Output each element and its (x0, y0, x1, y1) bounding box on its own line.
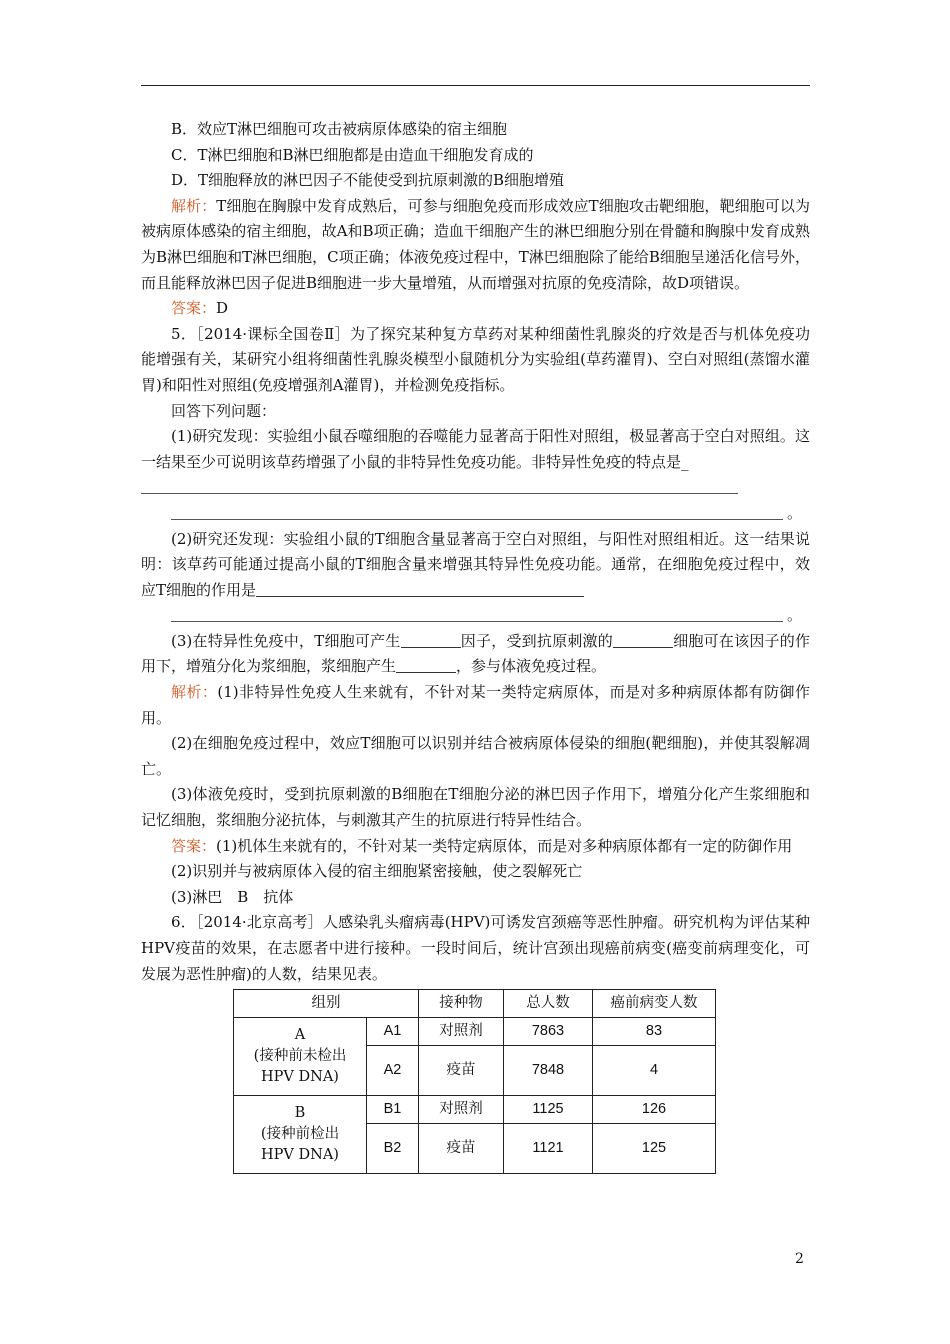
answer-blank[interactable] (401, 631, 461, 648)
group-cell (234, 1096, 367, 1174)
group-desc: HPV DNA) (261, 1069, 339, 1086)
q5-analysis-3: (3)体液免疫时，受到抗原刺激的B细胞在T细胞分泌的淋巴因子作用下，增殖分化产生浆细胞和记忆细胞，浆细胞分泌抗体，与刺激其产生的抗原进行特异性结合。 (141, 785, 810, 830)
answer-blank-line[interactable] (141, 501, 810, 527)
period: 。 (787, 606, 803, 625)
option-b: B．效应T淋巴细胞可攻击被病原体感染的宿主细胞 (171, 120, 508, 138)
q5-part2 (141, 527, 810, 604)
q5-part1 (141, 424, 810, 475)
q5-part3-text: 细胞可在该因子的作用下，增殖分化为浆细胞，浆细胞产生 (141, 631, 810, 676)
q5-answer-3: (3)淋巴 B 抗体 (171, 887, 294, 906)
subgroup-cell: B1 (367, 1096, 419, 1124)
option-d: D．T细胞释放的淋巴因子不能使受到抗原刺激的B细胞增殖 (171, 171, 565, 190)
total-cell: 7863 (504, 1018, 593, 1046)
group-name: A (294, 1027, 306, 1044)
group-cell (234, 1018, 367, 1096)
q5-stem: 5．［2014·课标全国卷Ⅱ］为了探究某种复方草药对某种细菌性乳腺炎的疗效是否与机体免疫功能增强有关，某研究小组将细菌性乳腺炎模型小鼠随机分为实验组(草药灌胃)、空白对照组(蒸馏水灌胃)和阳性对照组(免疫增强剂A灌胃)，并检测免疫指标。 (141, 324, 810, 394)
table-row (234, 1096, 716, 1124)
q4-answer-text: D (216, 299, 229, 318)
group-desc: (接种前未检出 (253, 1048, 347, 1065)
q5-part1-tail: _ (681, 452, 689, 471)
q5-prompt: 回答下列问题： (171, 401, 277, 420)
answer-blank[interactable] (396, 656, 456, 673)
table-header: 组别 (234, 990, 419, 1018)
q5-part1-text: (1)研究发现：实验组小鼠吞噬细胞的吞噬能力显著高于阳性对照组，极显著高于空白对照组。这一结果至少可说明该草药增强了小鼠的非特异性免疫功能。非特异性免疫的特点是 (141, 427, 810, 471)
answer-blank-line[interactable] (141, 603, 810, 629)
q5-analysis-1 (141, 680, 810, 731)
answer-blank[interactable] (613, 631, 673, 648)
header-rule (141, 85, 810, 86)
q5-analysis-2: (2)在细胞免疫过程中，效应T细胞可以识别并结合被病原体侵染的细胞(靶细胞)，并使其裂解凋亡。 (141, 734, 810, 778)
lesion-cell: 4 (593, 1046, 716, 1096)
subgroup-cell: A2 (367, 1046, 419, 1096)
q5-part2-text: (2)研究还发现：实验组小鼠的T细胞含量显著高于空白对照组，与阳性对照组相近。这一结果说明：该草药可能通过提高小鼠的T细胞含量来增强其特异性免疫功能。通常，在细胞免疫过程中，效应T细胞的作用是 (141, 529, 810, 599)
vaccine-cell: 疫苗 (419, 1046, 504, 1096)
q5-analysis-text: (1)非特异性免疫人生来就有，不针对某一类特定病原体，而是对多种病原体都有防御作用。 (141, 683, 810, 727)
q6-stem: 6．［2014·北京高考］人感染乳头瘤病毒(HPV)可诱发宫颈癌等恶性肿瘤。研究机构为评估某种HPV疫苗的效果，在志愿者中进行接种。一段时间后，统计宫颈出现癌前病变(癌变前病理变化，可发展为恶性肿瘤)的人数，结果见表。 (141, 913, 810, 983)
group-desc: (接种前检出 (260, 1126, 340, 1143)
page-content (141, 117, 810, 1174)
subgroup-cell: B2 (367, 1124, 419, 1174)
total-cell: 1121 (504, 1124, 593, 1174)
q5-answer-1 (141, 834, 810, 860)
results-table (233, 989, 716, 1174)
vaccine-cell: 对照剂 (419, 1096, 504, 1124)
analysis-label: 解析： (171, 683, 218, 702)
analysis-label: 解析： (171, 196, 217, 215)
table-header: 接种物 (419, 990, 504, 1018)
lesion-cell: 83 (593, 1018, 716, 1046)
table-header: 癌前病变人数 (593, 990, 716, 1018)
answer-label: 答案： (171, 299, 217, 318)
group-name: B (294, 1105, 306, 1122)
total-cell: 7848 (504, 1046, 593, 1096)
answer-blank-line[interactable] (141, 475, 810, 501)
lesion-cell: 126 (593, 1096, 716, 1124)
vaccine-cell: 疫苗 (419, 1124, 504, 1174)
q5-part3 (141, 629, 810, 680)
table-header: 总人数 (504, 990, 593, 1018)
option-c: C．T淋巴细胞和B淋巴细胞都是由造血干细胞发育成的 (171, 145, 534, 164)
q4-answer (141, 296, 810, 322)
lesion-cell: 125 (593, 1124, 716, 1174)
group-desc: HPV DNA) (261, 1147, 339, 1164)
q5-part3-text: (3)在特异性免疫中，T细胞可产生 (171, 631, 401, 650)
q5-part3-text: ，参与体液免疫过程。 (456, 657, 607, 676)
total-cell: 1125 (504, 1096, 593, 1124)
answer-label: 答案： (171, 836, 217, 855)
period: 。 (787, 503, 803, 522)
table-header-row (234, 990, 716, 1018)
q4-analysis (141, 194, 810, 296)
q5-answer-text: (1)机体生来就有的，不针对某一类特定病原体，而是对多种病原体都有一定的防御作用 (216, 836, 793, 855)
table-row (234, 1018, 716, 1046)
answer-blank[interactable] (256, 580, 584, 597)
page-number: 2 (795, 1251, 804, 1267)
q5-part3-text: 因子，受到抗原刺激的 (460, 631, 613, 650)
vaccine-cell: 对照剂 (419, 1018, 504, 1046)
subgroup-cell: A1 (367, 1018, 419, 1046)
q5-answer-2: (2)识别并与被病原体入侵的宿主细胞紧密接触，使之裂解死亡 (171, 862, 583, 881)
q4-analysis-text: T细胞在胸腺中发育成熟后，可参与细胞免疫而形成效应T细胞攻击靶细胞，靶细胞可以为被病原体感染的宿主细胞，故A和B项正确；造血干细胞产生的淋巴细胞分别在骨髓和胸腺中发育成熟为B淋巴细胞和T淋巴细胞，C项正确；体液免疫过程中，T淋巴细胞除了能给B细胞呈递活化信号外，而且能释放淋巴因子促进B细胞进一步大量增殖，从而增强对抗原的免疫清除，故D项错误。 (141, 196, 810, 292)
